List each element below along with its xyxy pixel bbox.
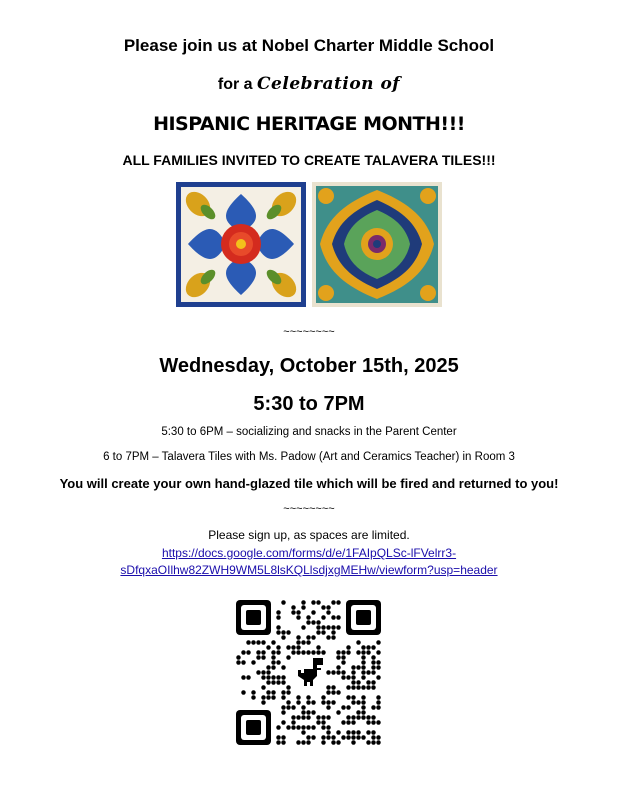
celebration-fancy-text: Celebration of [257,74,401,94]
separator-bottom: ~~~~~~~~ [283,503,335,515]
event-time: 5:30 to 7PM [253,393,365,415]
signup-link-line2[interactable]: sDfqxaOIlhw82ZWH9WM5L8lsKQLlsdjxgMEHw/viewform?usp=header [120,563,498,577]
event-title: HISPANIC HERITAGE MONTH!!! [153,113,465,135]
talavera-tile-blue-red-icon [176,182,306,307]
schedule-socializing: 5:30 to 6PM – socializing and snacks in the Parent Center [161,426,457,438]
signup-link-line1[interactable]: https://docs.google.com/forms/d/e/1FAIpQLSc-lFVelrr3- [161,546,457,560]
separator-top: ~~~~~~~~ [283,326,335,338]
signup-link[interactable] [0,545,618,579]
talavera-tile-teal-yellow-icon [312,182,442,307]
qr-code-icon[interactable] [236,600,381,745]
event-date: Wednesday, October 15th, 2025 [159,355,459,377]
celebration-prefix: for a [217,76,258,93]
signup-text: Please sign up, as spaces are limited. [208,528,410,542]
talavera-tiles-image [176,182,442,307]
celebration-line [0,74,618,94]
invitation-heading: Please join us at Nobel Charter Middle School [123,36,495,55]
families-invited-line: ALL FAMILIES INVITED TO CREATE TALAVERA TILES!!! [122,152,496,168]
tile-note: You will create your own hand-glazed tile which will be fired and returned to you! [59,476,559,491]
schedule-tiles: 6 to 7PM – Talavera Tiles with Ms. Padow (Art and Ceramics Teacher) in Room 3 [103,451,515,463]
